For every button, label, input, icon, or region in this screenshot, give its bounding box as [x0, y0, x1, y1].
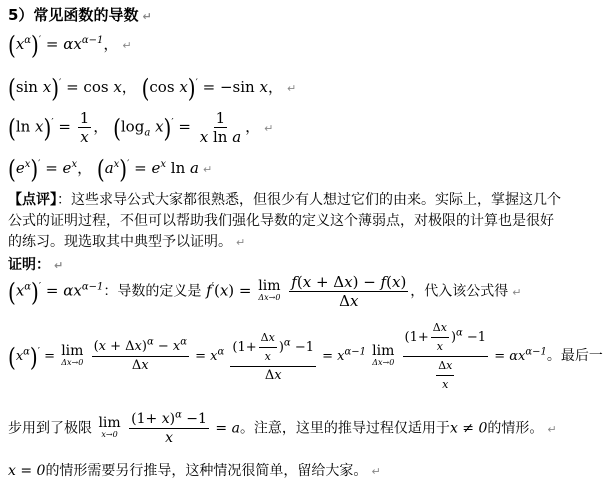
comment-tag: 【点评】: [8, 192, 57, 208]
return-mark: ↵: [122, 39, 132, 52]
proof-step-4-cond: x = 0: [8, 463, 46, 479]
return-mark: ↵: [264, 121, 274, 135]
proof-label: [8, 254, 63, 274]
proof-step-3-end: 的情形。: [487, 420, 544, 437]
return-mark: ↵: [54, 259, 64, 272]
formula-ln-log: (ln x)′ = $\frac{1}{x}$ ， ($\log_a$ x)′ = $\frac{1}{\text{x ln a}}$ ， ↵: [8, 109, 274, 146]
proof-step-4-text: 的情形需要另行推导，这种情况很简单，留给大家。: [45, 463, 368, 479]
proof-step-4: [8, 460, 381, 480]
proof-step-3: 步用到了极限 lim x→0 $\frac{(1+ x)^\alpha -1}{x}$ = a。注意，这里的推导过程仅适用于x ≠ 0的情形。 ↵: [8, 409, 557, 446]
proof-step-2: $(x^\alpha)'$ = lim Δx→0 $\frac{(x + \Delta x)^\alpha - x^\alpha}{\Delta x}$ = $x^\alpha$ (1+ $\frac{\Delta x}{x}$ )$^\alpha$ −1 Δx = $x^{\alpha-1}$ lim Δx→0 (1+ $\frac{\Delta x}{x}$ )$^\alpha$ −1 $\frac{\Delta x}{x}$ = $\alpha x^{\alpha-1}$。最后一: [8, 321, 603, 391]
comment-text: ：这些求导公式大家都很熟悉，但很少有人想过它们的由来。实际上，掌握这几个公式的证明过程，不但可以帮助我们强化导数的定义这个薄弱点，对极限的计算也是很好的练习。现选取其中典型予以证明。: [8, 192, 561, 250]
return-mark: ↵: [236, 236, 246, 249]
return-mark: ↵: [202, 163, 213, 176]
return-mark: ↵: [286, 82, 297, 95]
proof-step-3-after: 。注意，这里的推导过程仅适用于: [239, 420, 450, 437]
formula-sin-cos: (sin x)′ = cos x， (cos x)′ = −sin x， ↵: [8, 73, 297, 103]
return-mark: ↵: [142, 10, 152, 23]
comment-paragraph: [8, 190, 566, 253]
section-title-text: 5）常见函数的导数: [8, 6, 139, 24]
proof-step-2-end: 。最后一: [546, 348, 603, 364]
proof-step-1-after: ，代入该公式得: [410, 283, 509, 300]
return-mark: ↵: [512, 285, 522, 299]
return-mark: ↵: [547, 422, 557, 436]
proof-step-3-cond: x ≠ 0: [449, 420, 488, 437]
proof-step-3-before: 步用到了极限: [8, 420, 92, 437]
proof-step-1-text: ：导数的定义是: [103, 283, 202, 300]
return-mark: ↵: [371, 465, 381, 478]
proof-label-text: 证明：: [8, 257, 50, 273]
proof-step-1: $(x^\alpha)' = \alpha x^{\alpha-1}$：导数的定义是 f′(x) = lim Δx→0 $\frac{f(x + \Delta x) - f(x)}{\Delta x}$ ，代入该公式得 ↵: [8, 273, 522, 310]
section-title: [8, 4, 152, 25]
formula-exp: $(e^x)' = e^x$， $(a^x)' = e^x$ ln a ↵: [8, 154, 213, 184]
formula-power: $(x^\alpha)' = \alpha x^{\alpha-1}$， ↵: [8, 30, 132, 60]
